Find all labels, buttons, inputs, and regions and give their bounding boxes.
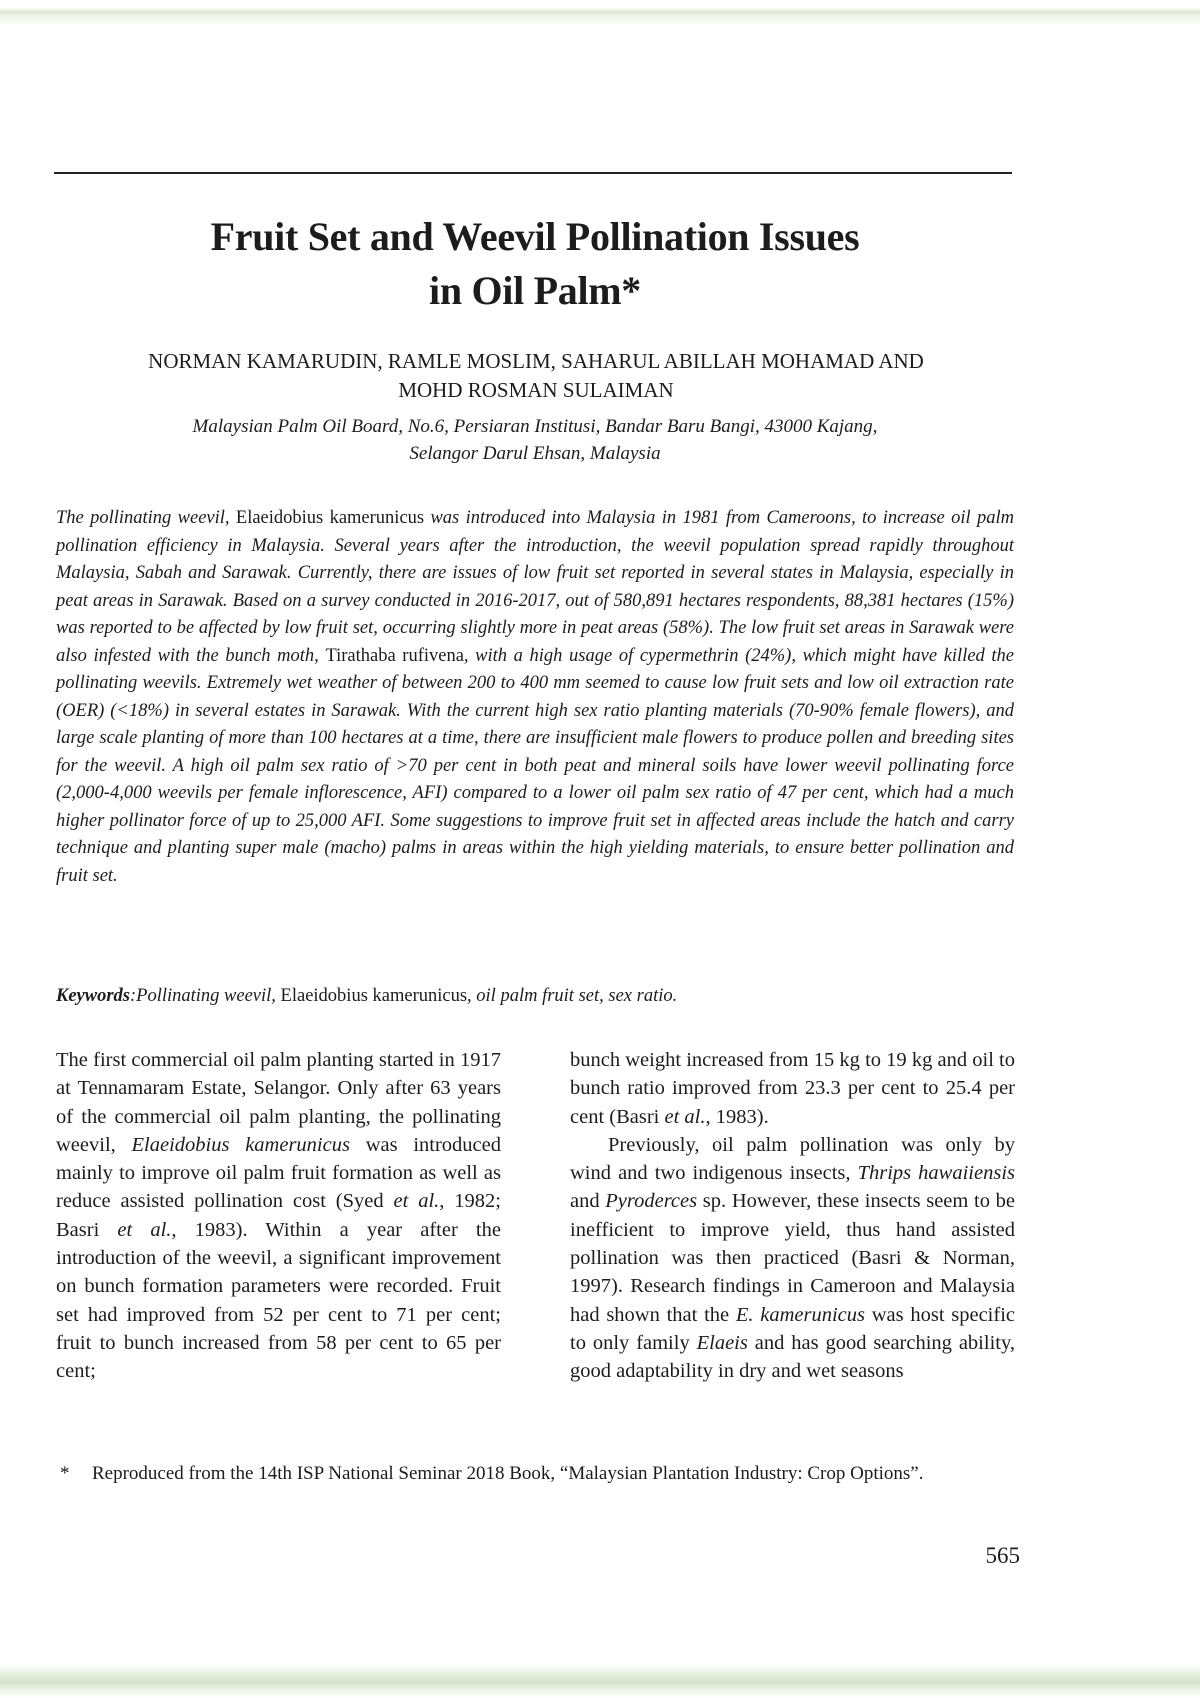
scan-edge-top <box>0 0 1200 26</box>
body-text: was host specific to only family <box>570 1303 1015 1354</box>
authors-line-2: MOHD ROSMAN SULAIMAN <box>398 378 674 402</box>
page-number: 565 <box>985 1543 1020 1568</box>
affiliation-line-1: Malaysian Palm Oil Board, No.6, Persiaran Institusi, Bandar Baru Bangi, 43000 Kajang, <box>192 416 878 437</box>
body-text: , 1983). Within a year after the introduction of the weevil, a significant improvement on bunch formation parameters were recorded. Fruit set had improved from 52 per cent to 71 per cent; fruit to bunch increased from 58 per cent to 65 per cent; <box>56 1218 501 1383</box>
body-text: was introduced mainly to improve oil palm fruit formation as well as reduce assisted pollination cost (Syed <box>56 1133 501 1213</box>
abstract-text: was introduced into Malaysia in 1981 from Cameroons, to increase oil palm pollination efficiency in Malaysia. Several years after the introduction, the weevil population spread rapidly throughout Malaysia, Sabah and Sarawak. Currently, there are issues of low fruit set reported in several states in Malaysia, especially in peat areas in Sarawak. Based on a survey conducted in 2016-2017, out of 580,891 hectares respondents, 88,381 hectares (15%) was reported to be affected by low fruit set, occurring slightly more in peat areas (58%). The low fruit set areas in Sarawak were also infested with the bunch moth, <box>56 508 1014 666</box>
species-name: Tirathaba rufivena <box>325 645 464 666</box>
body-text: bunch weight increased from 15 kg to 19 kg and oil to bunch ratio improved from 23.3 per cent to 25.4 per cent (Basri <box>570 1049 1015 1128</box>
citation-etal: et al. <box>117 1218 172 1241</box>
body-paragraph <box>570 1131 1015 1386</box>
species-name: Elaeidobius kamerunicus <box>280 986 468 1006</box>
keywords-text: :Pollinating weevil, <box>130 986 281 1006</box>
keywords-text: , oil palm fruit set, sex ratio. <box>467 986 678 1006</box>
abstract <box>56 505 1014 890</box>
abstract-text: , with a high usage of cypermethrin (24%), which might have killed the pollinating weevils. Extremely wet weather of between 200 to 400 mm seemed to cause low fruit sets and low oil extraction rate (OER) (<18%) in several estates in Sarawak. With the current high sex ratio planting materials (70-90% female flowers), and large scale planting of more than 100 hectares at a time, there are insufficient male flowers to produce pollen and breeding sites for the weevil. A high oil palm sex ratio of >70 per cent in both peat and mineral soils have lower weevil pollinating force (2,000-4,000 weevils per female inflorescence, AFI) compared to a lower oil palm sex ratio of 47 per cent, which had a much higher pollinator force of up to 25,000 AFI. Some suggestions to improve fruit set in affected areas include the hatch and carry technique and planting super male (macho) palms in areas within the high yielding materials, to ensure better pollination and fruit set. <box>56 645 1015 886</box>
body-text: Previously, oil palm pollination was only by wind and two indigenous insects, <box>570 1133 1015 1185</box>
species-name: E. kamerunicus <box>735 1303 865 1326</box>
species-name: Elaeis <box>696 1331 748 1354</box>
citation-etal: et al. <box>393 1190 440 1213</box>
body-text: sp. However, these insects seem to be inefficient to improve yield, thus hand assisted pollination was then practiced (Basri & Norman, 1997). Research findings in Cameroon and Malaysia had shown that the <box>570 1190 1015 1326</box>
header-rule <box>54 172 1012 174</box>
body-column-right <box>570 1046 1015 1386</box>
footnote-marker: * <box>60 1463 70 1484</box>
scan-edge-bottom <box>0 1664 1200 1698</box>
footnote <box>60 1460 1020 1488</box>
species-name: Thrips hawaiiensis <box>857 1162 1015 1185</box>
species-name: Pyroderces <box>605 1190 698 1213</box>
species-name: Elaeidobius kamerunicus <box>235 508 425 528</box>
body-text: and <box>570 1190 606 1213</box>
body-text: , 1983). <box>705 1105 769 1128</box>
paper-title <box>60 210 1010 318</box>
affiliation-line-2: Selangor Darul Ehsan, Malaysia <box>409 443 661 464</box>
footnote-text: Reproduced from the 14th ISP National Seminar 2018 Book, “Malaysian Plantation Industry: Crop Options”. <box>92 1463 924 1484</box>
body-paragraph <box>56 1046 501 1386</box>
body-text: , 1982; Basri <box>56 1190 501 1241</box>
citation-etal: et al. <box>664 1105 706 1128</box>
keywords <box>56 983 1014 1010</box>
authors-line-1: NORMAN KAMARUDIN, RAMLE MOSLIM, SAHARUL ABILLAH MOHAMAD AND <box>148 349 924 373</box>
affiliation <box>100 413 970 467</box>
keywords-label: Keywords <box>56 986 130 1006</box>
author-list <box>56 347 1016 405</box>
species-name: Elaeidobius kamerunicus <box>131 1133 350 1156</box>
title-line-1: Fruit Set and Weevil Pollination Issues <box>210 214 860 259</box>
title-line-2: in Oil Palm* <box>429 268 641 313</box>
body-text: The first commercial oil palm planting started in 1917 at Tennamaram Estate, Selangor. Only after 63 years of the commercial oil palm planting, the pollinating weevil, <box>56 1049 501 1156</box>
body-text: and has good searching ability, good adaptability in dry and wet seasons <box>570 1331 1015 1383</box>
body-paragraph <box>570 1046 1015 1131</box>
body-column-left <box>56 1046 501 1386</box>
abstract-text: The pollinating weevil, <box>56 508 236 528</box>
